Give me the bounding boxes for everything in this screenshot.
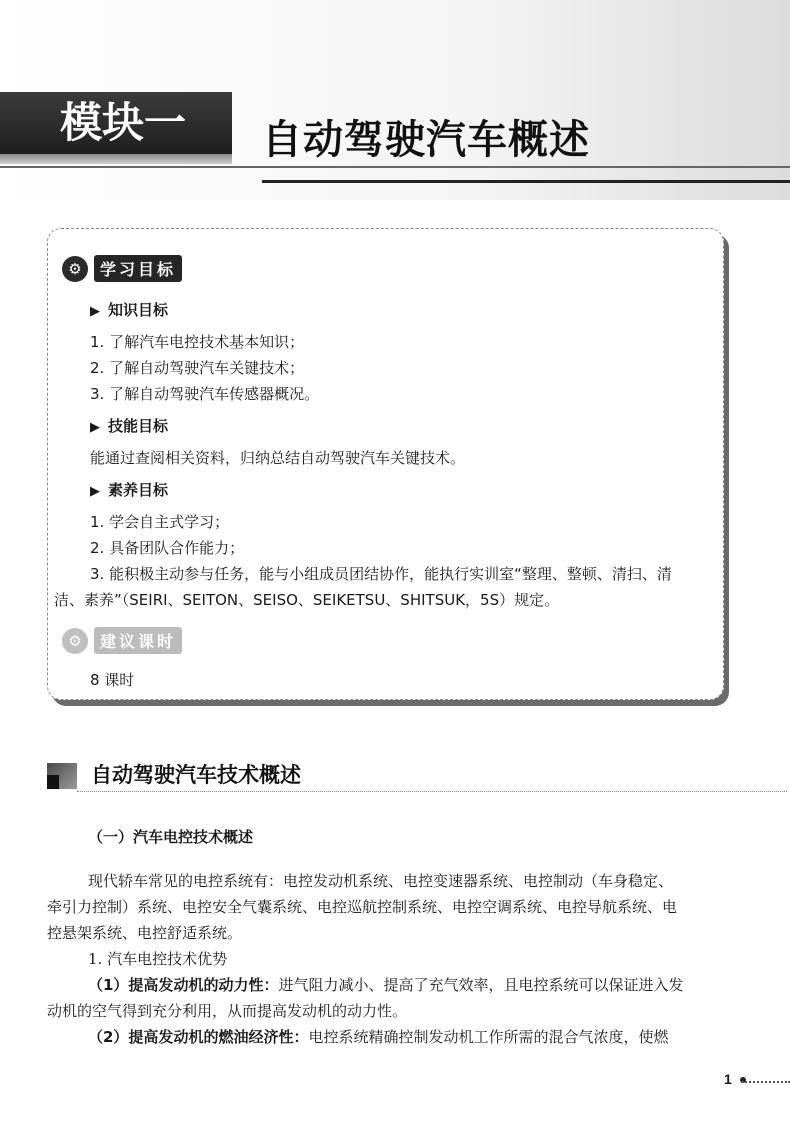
suggested-hours-value: 8 课时 <box>90 671 135 689</box>
literacy-item: 2. 具备团队合作能力； <box>90 539 245 557</box>
skill-item: 能通过查阅相关资料，归纳总结自动驾驶汽车关键技术。 <box>90 449 466 467</box>
module-label-box <box>0 92 232 154</box>
advantage-2-lead: （2）提高发动机的燃油经济性： <box>88 1028 309 1046</box>
triangle-bullet-icon: ▶ <box>90 304 100 319</box>
gear-cube-icon: ⚙ <box>62 256 88 282</box>
knowledge-item: 3. 了解自动驾驶汽车传感器概况。 <box>90 385 320 403</box>
advantage-2 <box>88 1027 668 1047</box>
triangle-bullet-icon: ▶ <box>90 484 100 499</box>
chapter-title: 自动驾驶汽车概述 <box>262 116 590 163</box>
learning-goals-card <box>47 228 724 700</box>
section-dotted-rule <box>77 791 787 792</box>
page-dotted-rule <box>742 1081 790 1083</box>
paragraph-line: 牵引力控制）系统、电控安全气囊系统、电控巡航控制系统、电控空调系统、电控导航系统、电 <box>47 898 678 916</box>
knowledge-item: 2. 了解自动驾驶汽车关键技术； <box>90 359 305 377</box>
advantage-1-lead: （1）提高发动机的动力性： <box>88 976 279 994</box>
section-title: 自动驾驶汽车技术概述 <box>91 762 301 787</box>
subsection-title: （一）汽车电控技术概述 <box>88 828 254 846</box>
knowledge-item: 1. 了解汽车电控技术基本知识； <box>90 333 305 351</box>
heading-marker-small <box>47 775 59 789</box>
skill-goals-heading: ▶ 技能目标 <box>90 417 169 435</box>
learning-goals-label: 学习目标 <box>94 255 182 282</box>
title-rule-thin <box>0 166 790 168</box>
title-rule-thick <box>262 180 790 183</box>
advantage-1-cont: 动机的空气得到充分利用，从而提高发动机的动力性。 <box>47 1002 408 1020</box>
literacy-item: 3. 能积极主动参与任务，能与小组成员团结协作，能执行实训室“整理、整顿、清扫、清 <box>90 565 672 583</box>
literacy-item: 洁、素养”（SEIRI、SEITON、SEISO、SEIKETSU、SHITSUK，5S）规定。 <box>54 591 560 609</box>
suggested-hours-badge <box>62 627 182 654</box>
triangle-bullet-icon: ▶ <box>90 420 100 435</box>
advantage-1-text: 进气阻力减小、提高了充气效率，且电控系统可以保证进入发 <box>278 976 684 994</box>
section-heading <box>47 755 790 795</box>
clock-gear-icon: ⚙ <box>62 628 88 654</box>
page-number: 1 <box>724 1071 732 1087</box>
knowledge-goals-heading: ▶ 知识目标 <box>90 301 169 319</box>
learning-goals-badge <box>62 255 182 282</box>
advantage-1 <box>88 975 683 995</box>
module-label: 模块一 <box>60 98 187 147</box>
literacy-goals-heading: ▶ 素养目标 <box>90 481 169 499</box>
advantage-2-text: 电控系统精确控制发动机工作所需的混合气浓度，使燃 <box>308 1028 669 1046</box>
paragraph-line: 控悬架系统、电控舒适系统。 <box>47 924 243 942</box>
module-box-shadow <box>0 154 232 164</box>
advantages-heading: 1. 汽车电控技术优势 <box>88 950 228 968</box>
literacy-item: 1. 学会自主式学习； <box>90 513 230 531</box>
suggested-hours-label: 建议课时 <box>94 627 182 654</box>
paragraph-line: 现代轿车常见的电控系统有：电控发动机系统、电控变速器系统、电控制动（车身稳定、 <box>88 872 674 890</box>
